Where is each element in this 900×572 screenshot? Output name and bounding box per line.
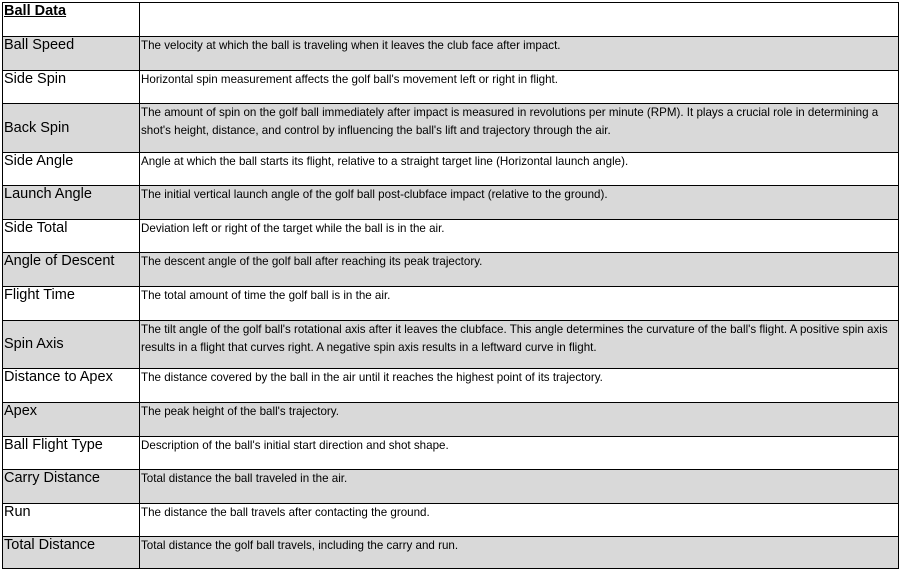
table-row: [3, 537, 899, 569]
description-cell: Angle at which the ball starts its flight, relative to a straight target line (Horizontal launch angle).: [140, 153, 899, 186]
term-cell: Back Spin: [3, 104, 140, 153]
header-description-cell: [140, 3, 899, 37]
table-row: [3, 321, 899, 369]
term-cell: Spin Axis: [3, 321, 140, 369]
ball-data-table: [2, 2, 899, 569]
term-cell: Distance to Apex: [3, 369, 140, 403]
table-row: [3, 37, 899, 71]
table-row: [3, 71, 899, 104]
term-cell: Flight Time: [3, 287, 140, 321]
table-row: [3, 437, 899, 470]
description-cell: The velocity at which the ball is traveling when it leaves the club face after impact.: [140, 37, 899, 71]
table-row: [3, 403, 899, 437]
table-row: [3, 287, 899, 321]
table-title: Ball Data: [3, 3, 140, 37]
description-cell: Total distance the ball traveled in the air.: [140, 470, 899, 504]
description-cell: The distance the ball travels after contacting the ground.: [140, 504, 899, 537]
table-row: [3, 253, 899, 287]
description-cell: The tilt angle of the golf ball's rotational axis after it leaves the clubface. This angle determines the curvature of the ball's flight. A positive spin axis results in a flight that curves right. A negative spin axis results in a leftward curve in flight.: [140, 321, 899, 369]
table-row: [3, 104, 899, 153]
term-cell: Apex: [3, 403, 140, 437]
table-row: [3, 220, 899, 253]
term-cell: Side Spin: [3, 71, 140, 104]
table-header-row: [3, 3, 899, 37]
table-row: [3, 186, 899, 220]
description-cell: The descent angle of the golf ball after reaching its peak trajectory.: [140, 253, 899, 287]
description-cell: The amount of spin on the golf ball immediately after impact is measured in revolutions per minute (RPM). It plays a crucial role in determining a shot's height, distance, and control by influencing the ball's lift and trajectory through the air.: [140, 104, 899, 153]
description-cell: The initial vertical launch angle of the golf ball post-clubface impact (relative to the ground).: [140, 186, 899, 220]
term-cell: Angle of Descent: [3, 253, 140, 287]
term-cell: Side Angle: [3, 153, 140, 186]
term-cell: Ball Speed: [3, 37, 140, 71]
description-cell: Horizontal spin measurement affects the golf ball's movement left or right in flight.: [140, 71, 899, 104]
term-cell: Side Total: [3, 220, 140, 253]
table-row: [3, 470, 899, 504]
description-cell: The distance covered by the ball in the air until it reaches the highest point of its trajectory.: [140, 369, 899, 403]
term-cell: Run: [3, 504, 140, 537]
table-row: [3, 369, 899, 403]
term-cell: Carry Distance: [3, 470, 140, 504]
term-cell: Ball Flight Type: [3, 437, 140, 470]
description-cell: The peak height of the ball's trajectory.: [140, 403, 899, 437]
description-cell: Total distance the golf ball travels, including the carry and run.: [140, 537, 899, 569]
description-cell: Deviation left or right of the target while the ball is in the air.: [140, 220, 899, 253]
term-cell: Total Distance: [3, 537, 140, 569]
description-cell: Description of the ball's initial start direction and shot shape.: [140, 437, 899, 470]
table-row: [3, 153, 899, 186]
description-cell: The total amount of time the golf ball is in the air.: [140, 287, 899, 321]
term-cell: Launch Angle: [3, 186, 140, 220]
table-row: [3, 504, 899, 537]
